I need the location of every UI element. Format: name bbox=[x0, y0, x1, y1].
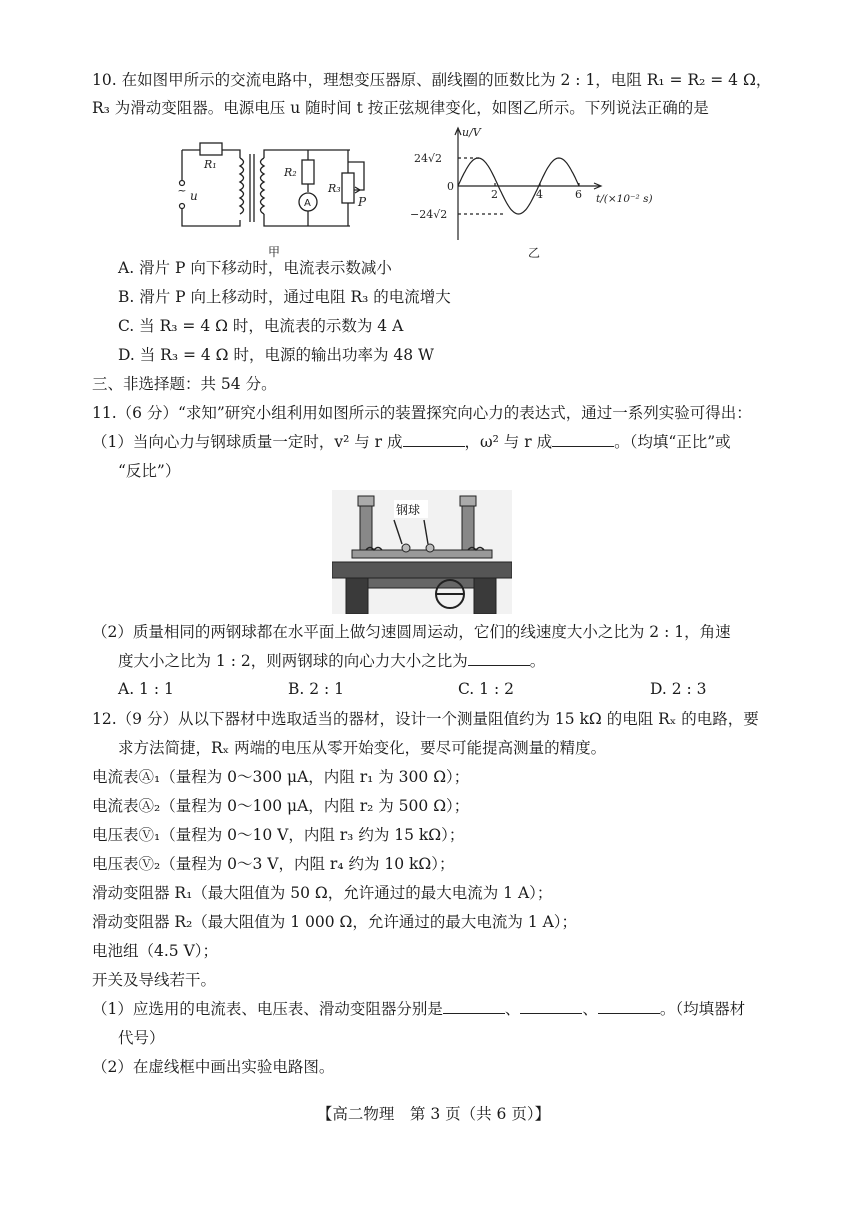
q10-option-d: D. 当 R₃ = 4 Ω 时，电源的输出功率为 48 W bbox=[118, 346, 434, 364]
steel-ball-label: 钢球 bbox=[396, 503, 421, 517]
answer-blank[interactable] bbox=[443, 999, 505, 1014]
circuit-diagram-jia bbox=[170, 128, 380, 263]
q10-stem-line2: R₃ 为滑动变阻器。电源电压 u 随时间 t 按正弦规律变化，如图乙所示。下列说法正确的是 bbox=[92, 99, 709, 117]
label-r1: R₁ bbox=[204, 158, 217, 171]
q11-part1-text-c: 。（均填“正比”或 bbox=[614, 433, 731, 451]
q12-item-r2: 滑动变阻器 R₂（最大阻值为 1 000 Ω，允许通过的最大电流为 1 A）； bbox=[92, 913, 578, 931]
fig-yi-label: 乙 bbox=[528, 246, 541, 260]
ytick-pos: 24√2 bbox=[414, 152, 443, 165]
answer-blank[interactable] bbox=[403, 432, 465, 447]
q11-choice-b: B. 2 : 1 bbox=[288, 680, 345, 698]
separator: 、 bbox=[582, 1000, 598, 1018]
svg-text:~: ~ bbox=[177, 184, 187, 197]
q11-choice-d: D. 2 : 3 bbox=[650, 680, 707, 698]
page-footer: 【高二物理 第 3 页（共 6 页）】 bbox=[316, 1105, 551, 1123]
q11-part2-line2 bbox=[118, 651, 545, 671]
label-p: P bbox=[358, 195, 367, 209]
centripetal-apparatus-figure bbox=[332, 490, 512, 614]
q12-item-switch: 开关及导线若干。 bbox=[92, 971, 217, 989]
q12-part1 bbox=[92, 999, 745, 1019]
label-r3: R₃ bbox=[328, 182, 341, 195]
q12-item-a2: 电流表Ⓐ₂（量程为 0～100 μA，内阻 r₂ 为 500 Ω）； bbox=[92, 797, 470, 815]
xtick-4: 4 bbox=[536, 188, 543, 201]
q12-item-v1: 电压表Ⓥ₁（量程为 0～10 V，内阻 r₃ 约为 15 kΩ）； bbox=[92, 826, 465, 844]
q12-item-v2: 电压表Ⓥ₂（量程为 0～3 V，内阻 r₄ 约为 10 kΩ）； bbox=[92, 855, 455, 873]
answer-blank[interactable] bbox=[468, 651, 530, 666]
q12-part1-text: （1）应选用的电流表、电压表、滑动变阻器分别是 bbox=[92, 1000, 443, 1018]
axis-ylabel: u/V bbox=[462, 126, 481, 139]
q12-part1-end: 。（均填器材 bbox=[659, 1000, 746, 1018]
ammeter-icon: A bbox=[304, 198, 311, 209]
ytick-neg: −24√2 bbox=[410, 208, 448, 221]
q12-item-r1: 滑动变阻器 R₁（最大阻值为 50 Ω，允许通过的最大电流为 1 A）； bbox=[92, 884, 553, 902]
q12-item-a1: 电流表Ⓐ₁（量程为 0～300 μA，内阻 r₁ 为 300 Ω）； bbox=[92, 768, 470, 786]
q12-part2: （2）在虚线框中画出实验电路图。 bbox=[92, 1058, 335, 1076]
voltage-graph-yi bbox=[410, 122, 670, 262]
answer-blank[interactable] bbox=[598, 999, 660, 1014]
separator: 、 bbox=[504, 1000, 521, 1018]
q12-part1-cont: 代号） bbox=[118, 1029, 165, 1047]
q11-choice-a: A. 1 : 1 bbox=[118, 680, 174, 698]
q11-stem: 11.（6 分）“求知”研究小组利用如图所示的装置探究向心力的表达式，通过一系列实验可得出： bbox=[92, 404, 752, 422]
answer-blank[interactable] bbox=[552, 432, 614, 447]
section-3-heading: 三、非选择题：共 54 分。 bbox=[92, 375, 277, 393]
q11-part2-text: 度大小之比为 1 : 2，则两钢球的向心力大小之比为 bbox=[118, 652, 468, 670]
origin-label: 0 bbox=[447, 180, 454, 193]
fig-jia-label: 甲 bbox=[268, 245, 281, 259]
xtick-2: 2 bbox=[491, 188, 498, 201]
label-r2: R₂ bbox=[284, 166, 297, 179]
answer-blank[interactable] bbox=[520, 999, 582, 1014]
q11-part1 bbox=[92, 432, 731, 452]
q11-choice-c: C. 1 : 2 bbox=[458, 680, 514, 698]
q10-option-c: C. 当 R₃ = 4 Ω 时，电流表的示数为 4 A bbox=[118, 317, 404, 335]
label-u: u bbox=[190, 189, 198, 203]
axis-xlabel: t/(×10⁻² s) bbox=[596, 193, 653, 205]
q11-part2-end: 。 bbox=[529, 652, 546, 670]
q10-option-b: B. 滑片 P 向上移动时，通过电阻 R₃ 的电流增大 bbox=[118, 288, 451, 306]
q11-part1-text-a: （1）当向心力与钢球质量一定时，v² 与 r 成 bbox=[92, 433, 403, 451]
q12-stem-line1: 12.（9 分）从以下器材中选取适当的器材，设计一个测量阻值约为 15 kΩ 的电阻 Rₓ 的电路，要 bbox=[92, 710, 759, 728]
q10-stem-line1: 10. 在如图甲所示的交流电路中，理想变压器原、副线圈的匝数比为 2 : 1，电阻 R₁ = R₂ = 4 Ω， bbox=[92, 71, 772, 89]
xtick-6: 6 bbox=[575, 188, 582, 201]
q12-item-battery: 电池组（4.5 V）； bbox=[92, 942, 219, 960]
q11-part1-cont: “反比”） bbox=[118, 462, 181, 480]
q10-option-a: A. 滑片 P 向下移动时，电流表示数减小 bbox=[118, 259, 392, 277]
q11-part1-text-b: ，ω² 与 r 成 bbox=[464, 433, 553, 451]
q11-part2-line1: （2）质量相同的两钢球都在水平面上做匀速圆周运动，它们的线速度大小之比为 2 : 1，角速 bbox=[92, 623, 731, 641]
q12-stem-line2: 求方法简捷，Rₓ 两端的电压从零开始变化，要尽可能提高测量的精度。 bbox=[118, 739, 607, 757]
